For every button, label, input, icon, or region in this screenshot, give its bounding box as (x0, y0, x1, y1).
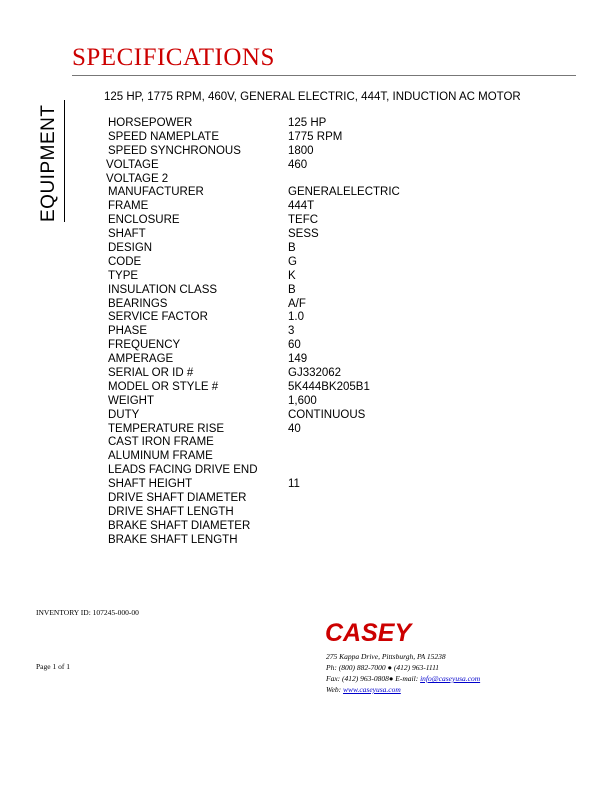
spec-value: B (288, 242, 296, 255)
spec-label: TYPE (108, 269, 139, 282)
spec-value: 149 (288, 353, 308, 366)
spec-value: 460 (288, 158, 308, 171)
spec-value: 3 (288, 325, 295, 338)
spec-label: LEADS FACING DRIVE END (108, 464, 258, 477)
spec-value: B (288, 283, 296, 296)
spec-value: K (288, 269, 296, 282)
web-line (326, 684, 480, 695)
spec-label: FREQUENCY (108, 339, 181, 352)
spec-label: AMPERAGE (108, 353, 174, 366)
spec-value: 40 (288, 422, 301, 435)
spec-value: CONTINUOUS (288, 408, 366, 421)
spec-label: BRAKE SHAFT LENGTH (108, 533, 238, 546)
spec-value: 1,600 (288, 394, 317, 407)
spec-label: MODEL OR STYLE # (108, 380, 219, 393)
spec-label: INSULATION CLASS (108, 283, 218, 296)
spec-label: PHASE (108, 325, 147, 338)
spec-label: SERIAL OR ID # (108, 367, 194, 380)
spec-label: HORSEPOWER (108, 117, 193, 129)
spec-value: SESS (288, 228, 319, 241)
spec-value: 125 HP (288, 117, 327, 129)
spec-value: TEFC (288, 214, 319, 227)
spec-label: ENCLOSURE (108, 214, 180, 227)
spec-label: DESIGN (108, 242, 153, 255)
spec-label: ALUMINUM FRAME (108, 450, 213, 463)
side-label: EQUIPMENT (38, 104, 59, 222)
spec-value: 1775 RPM (288, 130, 343, 143)
spec-value: 11 (288, 478, 300, 491)
spec-value: GENERALELECTRIC (288, 186, 400, 199)
spec-label: FRAME (108, 200, 149, 213)
fax-email-line (326, 673, 480, 684)
web-label: Web: (326, 685, 344, 694)
spec-label: WEIGHT (108, 394, 154, 407)
casey-logo: CASEY (325, 619, 412, 647)
spec-label: SHAFT HEIGHT (108, 478, 193, 491)
spec-label: MANUFACTURER (108, 186, 204, 199)
spec-label: SHAFT (108, 228, 146, 241)
spec-value: 444T (288, 200, 315, 213)
phone-line: Ph: (800) 882-7000 ● (412) 963-1111 (326, 663, 440, 672)
title-divider (72, 75, 576, 76)
address-line: 275 Kappa Drive, Pittsburgh, PA 15238 (326, 652, 446, 661)
spec-label: VOLTAGE (106, 158, 159, 171)
spec-label: DRIVE SHAFT LENGTH (108, 505, 234, 518)
spec-label: CODE (108, 255, 142, 268)
fax-label: Fax: (412) 963-0808● E-mail: (326, 674, 421, 683)
spec-label: DRIVE SHAFT DIAMETER (108, 492, 247, 505)
page-title: SPECIFICATIONS (72, 44, 275, 71)
spec-value: GJ332062 (288, 367, 342, 380)
spec-value: A/F (288, 297, 306, 310)
spec-label: SPEED SYNCHRONOUS (108, 144, 241, 157)
contact-block (326, 651, 480, 695)
page-number: Page 1 of 1 (36, 662, 70, 671)
spec-value: 1800 (288, 144, 314, 157)
equipment-headline: 125 HP, 1775 RPM, 460V, GENERAL ELECTRIC, 444T, INDUCTION AC MOTOR (104, 91, 521, 103)
spec-label: SPEED NAMEPLATE (108, 130, 219, 143)
side-divider (64, 100, 65, 222)
spec-label: BRAKE SHAFT DIAMETER (108, 519, 251, 532)
spec-value: 60 (288, 339, 301, 352)
spec-value: G (288, 255, 297, 268)
email-link[interactable]: info@caseyusa.com (420, 674, 481, 683)
spec-value: 1.0 (288, 311, 304, 324)
spec-value: 5K444BK205B1 (288, 380, 370, 393)
spec-label: CAST IRON FRAME (108, 436, 214, 449)
spec-label: BEARINGS (108, 297, 168, 310)
spec-label: DUTY (108, 408, 140, 421)
website-link[interactable]: www.caseyusa.com (343, 685, 401, 694)
inventory-id: INVENTORY ID: 107245-000-00 (36, 608, 139, 617)
spec-label: SERVICE FACTOR (108, 311, 208, 324)
spec-label: VOLTAGE 2 (106, 172, 169, 185)
spec-label: TEMPERATURE RISE (108, 422, 225, 435)
